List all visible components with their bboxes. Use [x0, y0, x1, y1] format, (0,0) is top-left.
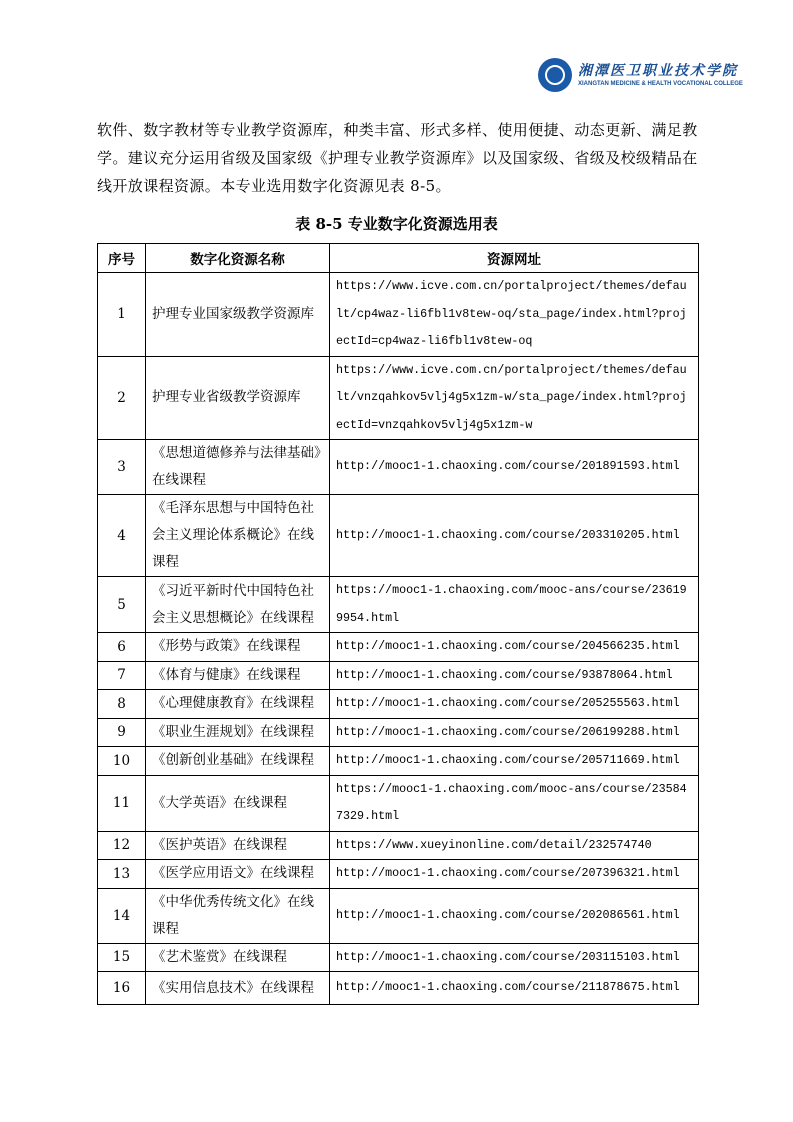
resource-url: https://www.icve.com.cn/portalproject/themes/default/vnzqahkov5vlj4g5x1zm-w/sta_page/index.html?projectId=vnzqahkov5vlj4g5x1zm-w: [330, 356, 699, 440]
logo-name-en: XIANGTAN MEDICINE & HEALTH VOCATIONAL COLLEGE: [578, 81, 743, 87]
table-row: [98, 356, 699, 440]
row-number: 6: [98, 633, 146, 662]
college-emblem-icon: [538, 58, 572, 92]
digital-resources-table: [97, 243, 699, 1005]
row-number: 5: [98, 577, 146, 633]
resource-name: 《中华优秀传统文化》在线课程: [146, 888, 330, 943]
table-header-row: [98, 244, 699, 273]
resource-name: 《习近平新时代中国特色社会主义思想概论》在线课程: [146, 577, 330, 633]
resource-name: 《艺术鉴赏》在线课程: [146, 943, 330, 972]
resource-name: 《体育与健康》在线课程: [146, 661, 330, 690]
resource-name: 《心理健康教育》在线课程: [146, 690, 330, 719]
resource-url: http://mooc1-1.chaoxing.com/course/201891593.html: [330, 440, 699, 495]
resource-name: 护理专业省级教学资源库: [146, 356, 330, 440]
resource-url: http://mooc1-1.chaoxing.com/course/93878064.html: [330, 661, 699, 690]
resource-url: http://mooc1-1.chaoxing.com/course/203115103.html: [330, 943, 699, 972]
resource-name: 护理专业国家级教学资源库: [146, 273, 330, 357]
table-row: [98, 888, 699, 943]
table-row: [98, 860, 699, 889]
header-name: 数字化资源名称: [146, 244, 330, 273]
table-row: [98, 718, 699, 747]
row-number: 14: [98, 888, 146, 943]
resource-name: 《职业生涯规划》在线课程: [146, 718, 330, 747]
resource-url: https://mooc1-1.chaoxing.com/mooc-ans/course/236199954.html: [330, 577, 699, 633]
resource-name: 《医学应用语文》在线课程: [146, 860, 330, 889]
table-row: [98, 633, 699, 662]
row-number: 15: [98, 943, 146, 972]
logo-name-cn: 湘潭医卫职业技术学院: [578, 63, 738, 79]
header-url: 资源网址: [330, 244, 699, 273]
resource-url: http://mooc1-1.chaoxing.com/course/203310205.html: [330, 495, 699, 577]
table-row: [98, 831, 699, 860]
row-number: 11: [98, 775, 146, 831]
header-no: 序号: [98, 244, 146, 273]
college-logo: [538, 58, 743, 92]
resource-url: http://mooc1-1.chaoxing.com/course/204566235.html: [330, 633, 699, 662]
row-number: 12: [98, 831, 146, 860]
row-number: 1: [98, 273, 146, 357]
row-number: 8: [98, 690, 146, 719]
resource-name: 《大学英语》在线课程: [146, 775, 330, 831]
resource-name: 《医护英语》在线课程: [146, 831, 330, 860]
table-row: [98, 747, 699, 776]
table-row: [98, 440, 699, 495]
body-paragraph: 软件、数字教材等专业教学资源库，种类丰富、形式多样、使用便捷、动态更新、满足教学。建议充分运用省级及国家级《护理专业教学资源库》以及国家级、省级及校级精品在线开放课程资源。本专业选用数字化资源见表 8-5。: [97, 121, 698, 195]
row-number: 7: [98, 661, 146, 690]
table-row: [98, 972, 699, 1005]
resource-url: http://mooc1-1.chaoxing.com/course/205711669.html: [330, 747, 699, 776]
resource-name: 《思想道德修养与法律基础》在线课程: [146, 440, 330, 495]
resource-name: 《毛泽东思想与中国特色社会主义理论体系概论》在线课程: [146, 495, 330, 577]
resource-name: 《形势与政策》在线课程: [146, 633, 330, 662]
table-row: [98, 577, 699, 633]
row-number: 3: [98, 440, 146, 495]
table-row: [98, 690, 699, 719]
row-number: 16: [98, 972, 146, 1005]
resource-name: 《实用信息技术》在线课程: [146, 972, 330, 1005]
table-row: [98, 943, 699, 972]
row-number: 2: [98, 356, 146, 440]
resource-url: https://www.xueyinonline.com/detail/232574740: [330, 831, 699, 860]
resource-url: http://mooc1-1.chaoxing.com/course/211878675.html: [330, 972, 699, 1005]
row-number: 4: [98, 495, 146, 577]
resource-url: http://mooc1-1.chaoxing.com/course/205255563.html: [330, 690, 699, 719]
table-row: [98, 273, 699, 357]
table-row: [98, 661, 699, 690]
resource-url: http://mooc1-1.chaoxing.com/course/202086561.html: [330, 888, 699, 943]
resource-url: http://mooc1-1.chaoxing.com/course/207396321.html: [330, 860, 699, 889]
resource-url: https://www.icve.com.cn/portalproject/themes/default/cp4waz-li6fbl1v8tew-oq/sta_page/index.html?projectId=cp4waz-li6fbl1v8tew-oq: [330, 273, 699, 357]
table-row: [98, 775, 699, 831]
table-row: [98, 495, 699, 577]
table-caption: 表 8-5 专业数字化资源选用表: [295, 215, 498, 233]
resource-url: https://mooc1-1.chaoxing.com/mooc-ans/course/235847329.html: [330, 775, 699, 831]
row-number: 10: [98, 747, 146, 776]
resource-name: 《创新创业基础》在线课程: [146, 747, 330, 776]
row-number: 13: [98, 860, 146, 889]
resource-url: http://mooc1-1.chaoxing.com/course/206199288.html: [330, 718, 699, 747]
row-number: 9: [98, 718, 146, 747]
